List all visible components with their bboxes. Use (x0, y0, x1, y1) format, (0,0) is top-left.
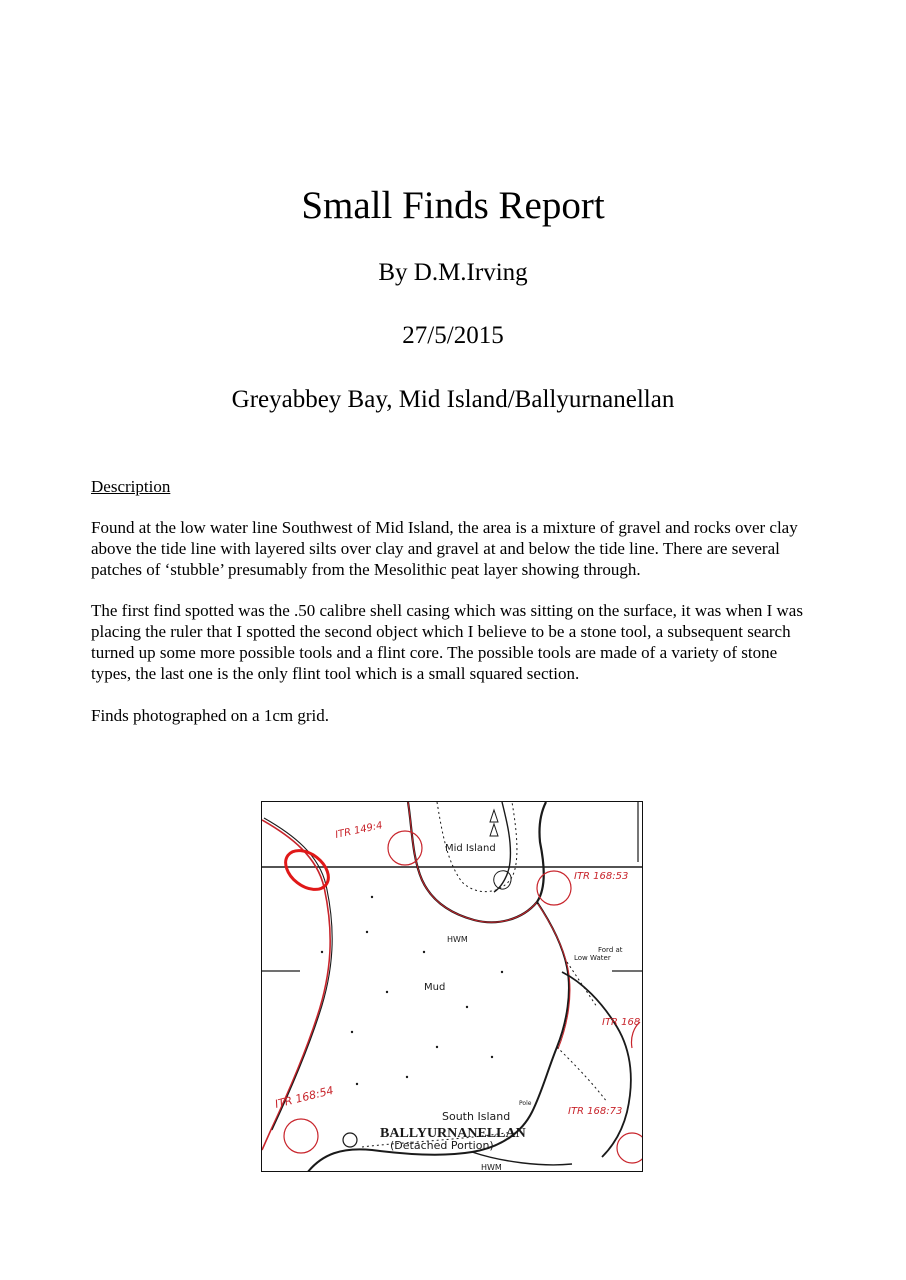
report-location: Greyabbey Bay, Mid Island/Ballyurnanellan (231, 386, 675, 413)
itr-149-circle (388, 831, 422, 865)
annotation-itr-168-right: ITR 168 (602, 1017, 641, 1028)
south-island-outline-red (538, 904, 570, 1049)
description-heading: Description (91, 477, 171, 496)
label-ford: Ford at (598, 946, 623, 954)
shore-stipple (557, 1047, 607, 1102)
mid-island-inner (494, 802, 510, 892)
itr-168-54-circle (284, 1119, 318, 1153)
south-island-feature (343, 1133, 357, 1147)
label-hwm-top: HWM (447, 935, 468, 944)
mid-island-outline-red (408, 802, 537, 922)
annotation-itr-168-54: ITR 168:54 (273, 1083, 335, 1111)
mid-island-outline (408, 802, 546, 922)
mud-dots (321, 896, 503, 1085)
label-south-island: South Island (442, 1110, 511, 1123)
east-shore (562, 972, 631, 1157)
site-map (261, 801, 643, 1172)
label-townland: BALLYURNANELLAN (380, 1126, 526, 1141)
tree-icon (490, 810, 498, 836)
report-date: 27/5/2015 (402, 322, 504, 349)
label-low-water: Low Water (574, 954, 611, 962)
site-map-drawing (262, 802, 643, 1172)
report-title: Small Finds Report (301, 184, 605, 227)
west-coastline (264, 818, 332, 1130)
rock-outcrop (494, 871, 511, 889)
annotation-itr-168-53: ITR 168:53 (574, 871, 629, 882)
annotation-itr-168-73: ITR 168:73 (568, 1106, 623, 1117)
description-paragraph-3: Finds photographed on a 1cm grid. (91, 706, 329, 725)
label-mid-island: Mid Island (445, 843, 496, 854)
annotation-itr-149: ITR 149:4 (334, 820, 384, 841)
label-hwm-bottom: HWM (481, 1163, 502, 1172)
label-detached-portion: (Detached Portion) (390, 1139, 494, 1152)
report-author: By D.M.Irving (378, 259, 528, 286)
label-mud: Mud (424, 982, 446, 993)
description-paragraph-2: The first find spotted was the .50 calibre shell casing which was sitting on the surface, it was when I was placing the ruler that I spotted the second object which I believe to be a stone tool, a subsequent search turned up some more possible tools and a flint core. The possible tools are made of a variety of stone types, the last one is the only flint tool which is a small squared section. (91, 601, 803, 683)
itr-168-73-circle (617, 1133, 643, 1163)
label-pole: Pole (519, 1100, 532, 1107)
description-paragraph-1: Found at the low water line Southwest of Mid Island, the area is a mixture of gravel and rocks over clay above the tide line with layered silts over clay and gravel at and below the tide line. There are several patches of ‘stubble’ presumably from the Mesolithic peat layer showing through. (91, 518, 798, 579)
